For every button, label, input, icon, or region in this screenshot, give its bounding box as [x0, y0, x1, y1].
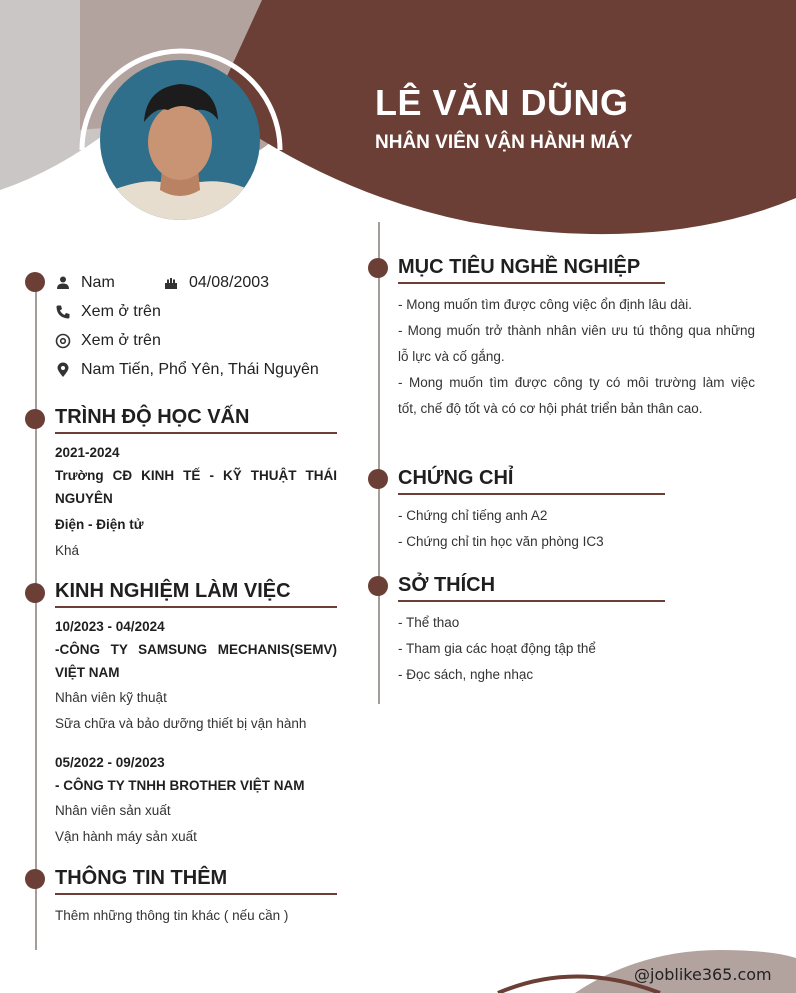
left-timeline — [35, 282, 37, 950]
address-row — [55, 361, 319, 379]
hobby-item: - Thể thao — [398, 615, 460, 630]
objective-heading: MỤC TIÊU NGHỀ NGHIỆP — [398, 256, 641, 278]
hobby-item: - Tham gia các hoạt động tập thể — [398, 641, 596, 656]
watermark-text: @joblike365.com — [634, 965, 772, 984]
job-company-line2: VIỆT NAM — [55, 665, 120, 680]
objective-line: lỗ lực và cố gắng. — [398, 349, 505, 364]
timeline-dot — [368, 469, 388, 489]
right-timeline — [378, 222, 380, 704]
experience-heading: KINH NGHIỆM LÀM VIỆC — [55, 580, 291, 602]
objective-line: - Mong muốn tìm được công việc ổn định lâu dài. — [398, 297, 693, 312]
heading-underline — [55, 606, 337, 608]
timeline-dot — [368, 258, 388, 278]
extra-info-heading: THÔNG TIN THÊM — [55, 867, 228, 889]
phone-value: Xem ở trên — [81, 303, 161, 320]
person-icon — [55, 275, 71, 291]
objective-line: - Mong muốn tìm được công ty có môi trường làm việc — [398, 375, 755, 390]
birthday-cake-icon — [163, 275, 179, 291]
email-value: Xem ở trên — [81, 332, 161, 349]
school-name-line2: NGUYÊN — [55, 491, 113, 506]
school-name-line1: Trường CĐ KINH TẾ - KỸ THUẬT THÁI — [55, 468, 337, 483]
education-years: 2021-2024 — [55, 445, 120, 460]
job-company-line1: -CÔNG TY SAMSUNG MECHANIS(SEMV) — [55, 642, 337, 657]
education-grade: Khá — [55, 543, 80, 558]
job-period: 05/2022 - 09/2023 — [55, 755, 165, 770]
gender-row — [55, 274, 115, 292]
heading-underline — [398, 493, 665, 495]
job-description: Vận hành máy sản xuất — [55, 829, 197, 844]
timeline-dot — [368, 576, 388, 596]
heading-underline — [398, 600, 665, 602]
hobby-item: - Đọc sách, nghe nhạc — [398, 667, 534, 682]
portrait-image — [100, 60, 260, 220]
timeline-dot — [25, 272, 45, 292]
timeline-dot — [25, 409, 45, 429]
phone-icon — [55, 304, 71, 320]
extra-info-text: Thêm những thông tin khác ( nếu cần ) — [55, 908, 289, 923]
address-value: Nam Tiến, Phổ Yên, Thái Nguyên — [81, 361, 319, 378]
certificate-item: - Chứng chỉ tin học văn phòng IC3 — [398, 534, 604, 549]
candidate-name: LÊ VĂN DŨNG — [375, 82, 629, 123]
job-role: Nhân viên kỹ thuật — [55, 690, 167, 705]
gender-value: Nam — [81, 274, 115, 291]
heading-underline — [55, 432, 337, 434]
heading-underline — [55, 893, 337, 895]
email-icon — [55, 333, 71, 349]
job-role: Nhân viên sản xuất — [55, 803, 171, 818]
objective-line: - Mong muốn trở thành nhân viên ưu tú thông qua những — [398, 323, 755, 338]
hobbies-heading: SỞ THÍCH — [398, 574, 496, 596]
job-company-line1: - CÔNG TY TNHH BROTHER VIỆT NAM — [55, 778, 305, 793]
education-major: Điện - Điện tử — [55, 517, 144, 532]
profile-photo — [100, 60, 260, 220]
birthday-row — [163, 274, 269, 292]
email-row — [55, 332, 161, 350]
heading-underline — [398, 282, 665, 284]
phone-row — [55, 303, 161, 321]
objective-line: tốt, chế độ tốt và có cơ hội phát triển bản thân cao. — [398, 401, 703, 416]
job-period: 10/2023 - 04/2024 — [55, 619, 165, 634]
timeline-dot — [25, 869, 45, 889]
candidate-job-title: NHÂN VIÊN VẬN HÀNH MÁY — [375, 132, 633, 153]
birthday-value: 04/08/2003 — [189, 274, 270, 291]
education-heading: TRÌNH ĐỘ HỌC VẤN — [55, 406, 250, 428]
certificates-heading: CHỨNG CHỈ — [398, 467, 514, 489]
job-description: Sữa chữa và bảo dưỡng thiết bị vận hành — [55, 716, 307, 731]
timeline-dot — [25, 583, 45, 603]
certificate-item: - Chứng chỉ tiếng anh A2 — [398, 508, 548, 523]
location-pin-icon — [55, 362, 71, 378]
